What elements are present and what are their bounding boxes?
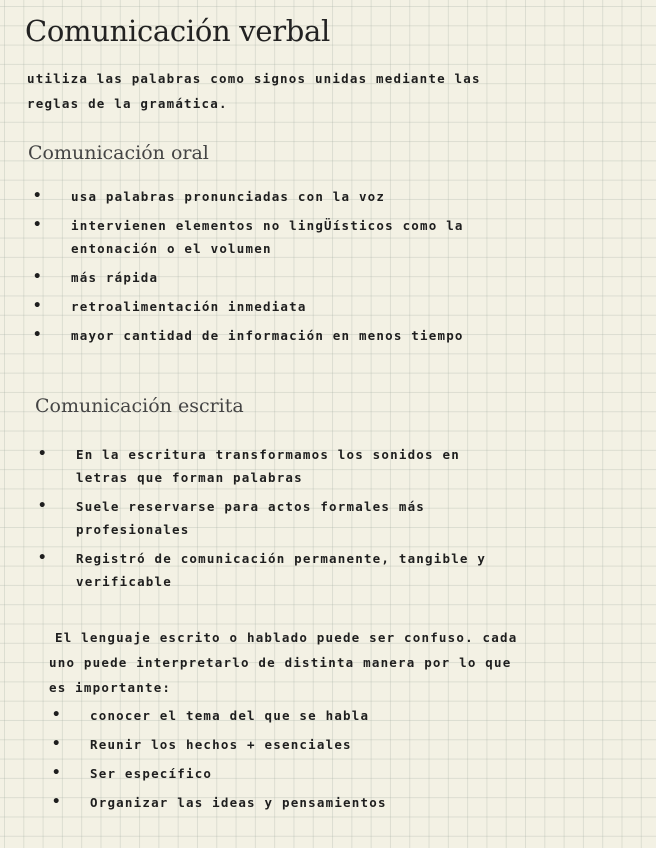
list-item-text: retroalimentación inmediata — [71, 299, 307, 314]
list-item-text: Reunir los hechos + esenciales — [90, 737, 352, 752]
note-line: es importante: — [49, 680, 172, 695]
list-item-text: letras que forman palabras — [76, 470, 303, 485]
list-item-text: profesionales — [76, 522, 190, 537]
section-heading-oral: Comunicación oral — [28, 142, 209, 164]
list-item-text: Ser específico — [90, 766, 213, 781]
page-title: Comunicación verbal — [25, 14, 331, 48]
intro-line: utiliza las palabras como signos unidas mediante las — [27, 71, 481, 86]
list-item — [32, 494, 486, 542]
list-item-text: intervienen elementos no lingÜísticos como la — [71, 218, 464, 233]
list-item — [32, 442, 486, 490]
list-item-text: En la escritura transformamos los sonidos en — [76, 447, 460, 462]
list-item-text: entonación o el volumen — [71, 241, 272, 256]
section-heading-escrita: Comunicación escrita — [35, 395, 244, 417]
bullet-icon: • — [33, 327, 43, 343]
bullet-icon: • — [52, 736, 62, 752]
list-item — [27, 294, 464, 319]
bullet-icon: • — [52, 794, 62, 810]
list-item — [27, 265, 464, 290]
note-line: uno puede interpretarlo de distinta manera por lo que — [49, 655, 512, 670]
escrita-list — [32, 442, 486, 594]
list-item-text: conocer el tema del que se habla — [90, 708, 370, 723]
bullet-icon: • — [52, 707, 62, 723]
intro-text — [27, 66, 481, 116]
list-item — [27, 184, 464, 209]
list-item-text: Organizar las ideas y pensamientos — [90, 795, 387, 810]
bullet-icon: • — [52, 765, 62, 781]
list-item-text: verificable — [76, 574, 172, 589]
note-line: El lenguaje escrito o hablado puede ser confuso. cada — [55, 630, 518, 645]
intro-line: reglas de la gramática. — [27, 96, 228, 111]
list-item — [46, 790, 387, 815]
bullet-icon: • — [38, 498, 48, 514]
oral-list — [27, 184, 464, 348]
list-item — [46, 732, 387, 757]
bullet-icon: • — [33, 188, 43, 204]
bullet-icon: • — [33, 269, 43, 285]
bullet-icon: • — [33, 298, 43, 314]
list-item-text: Registró de comunicación permanente, tangible y — [76, 551, 487, 566]
bullet-icon: • — [38, 446, 48, 462]
list-item — [46, 761, 387, 786]
list-item — [32, 546, 486, 594]
list-item-text: Suele reservarse para actos formales más — [76, 499, 426, 514]
note-list — [46, 703, 387, 815]
list-item — [46, 703, 387, 728]
note-paragraph — [49, 625, 517, 700]
bullet-icon: • — [33, 217, 43, 233]
list-item-text: más rápida — [71, 270, 159, 285]
list-item — [27, 213, 464, 261]
list-item-text: usa palabras pronunciadas con la voz — [71, 189, 386, 204]
list-item-text: mayor cantidad de información en menos tiempo — [71, 328, 464, 343]
list-item — [27, 323, 464, 348]
bullet-icon: • — [38, 550, 48, 566]
